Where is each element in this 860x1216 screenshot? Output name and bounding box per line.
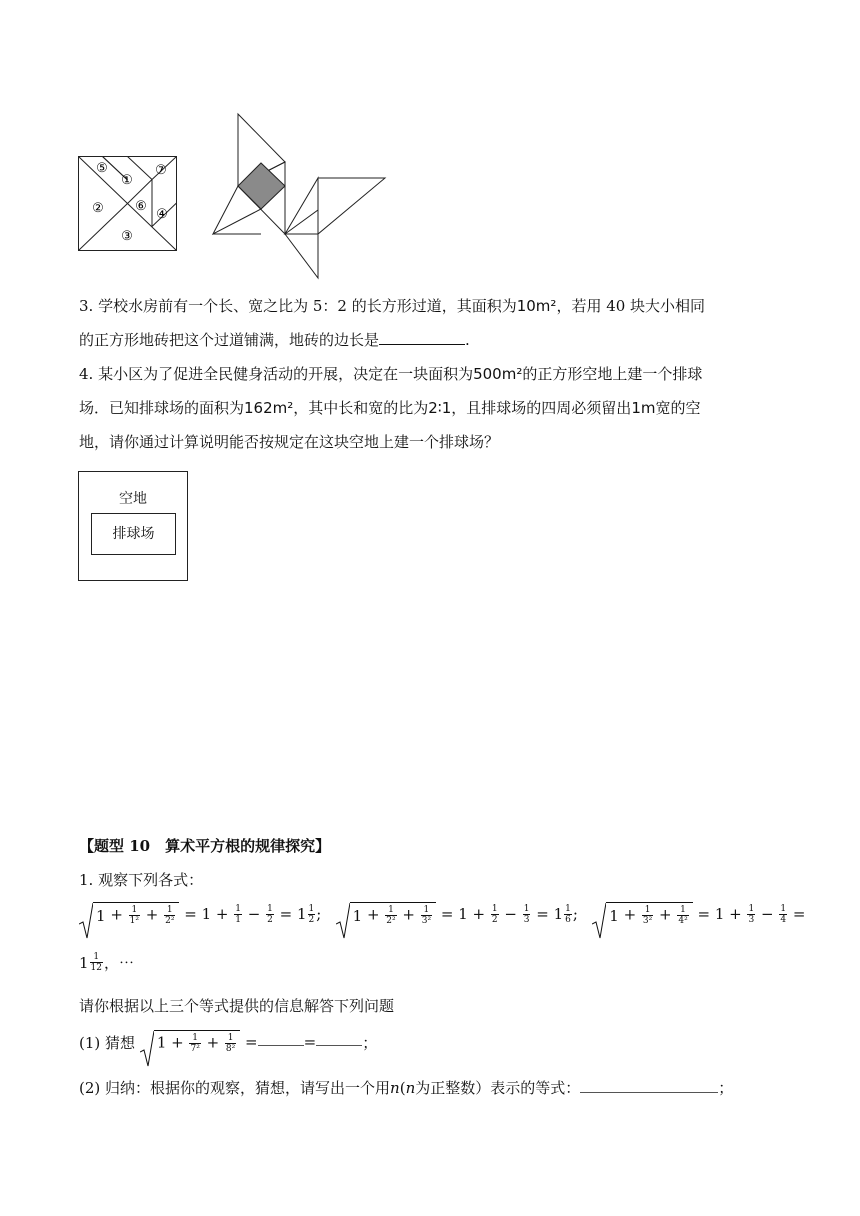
eq3-frac-c-den: 3: [748, 914, 755, 925]
eq1-one: 1: [96, 906, 106, 925]
eq3-frac-c: [747, 904, 755, 925]
eq3-result-num: 1: [90, 952, 103, 963]
eq3-frac-d: [779, 904, 787, 925]
eq2-frac-c: [491, 904, 499, 925]
eq3-frac-d-den: 4: [780, 914, 787, 925]
tangram-label-4: ④: [156, 207, 168, 222]
eq1-equals-a: = 1 +: [184, 905, 229, 923]
eq1-minus: −: [247, 905, 261, 923]
guess-frac-a-den: 7²: [190, 1044, 200, 1054]
part-2-var-2: n: [405, 1079, 416, 1097]
q4-text-d: ，其中长和宽的比为: [293, 399, 429, 417]
q4-text-c: 场．已知排球场的面积为: [79, 399, 245, 417]
eq3-one: 1: [609, 906, 619, 925]
eq3-result-int: 1: [79, 953, 89, 972]
eq2-one: 1: [352, 906, 363, 925]
question-4-line-2: [79, 398, 700, 418]
part-2-semicolon: ；: [718, 1079, 734, 1097]
eq1-result-num: 1: [308, 903, 315, 914]
q4-text-f: 宽的空: [655, 399, 701, 417]
tangram-label-6: ⑥: [135, 199, 147, 214]
q4-gap: 1m: [631, 399, 656, 417]
eq2-result-frac: [564, 904, 572, 925]
open-space-label: 空地: [119, 491, 147, 507]
tangram-label-5: ⑤: [96, 161, 108, 176]
sqrt-expression-1: 1 + $\frac{1}{\text{1²}}$ + $\frac{1}{\text{2²}}$: [79, 902, 179, 926]
part-1-label: (1) 猜想: [79, 1033, 136, 1052]
eq1-result: = 1: [279, 905, 307, 923]
eq2-frac-c-num: 1: [491, 903, 498, 914]
tangram-label-3: ③: [121, 229, 133, 244]
guess-frac-a-num: 1: [189, 1033, 200, 1044]
tangram-butterfly-figure: [210, 112, 390, 280]
sqrt-expression-3: 1 + $\frac{1}{\text{3²}}$ + $\frac{1}{\text{4²}}$: [592, 902, 692, 926]
eq2-frac-d-num: 1: [523, 903, 530, 914]
eq2-minus: −: [504, 905, 517, 923]
part-2-var: n: [390, 1079, 400, 1097]
equation-row-2: [79, 952, 134, 973]
q4-court-area: 162m²: [244, 399, 294, 417]
eq2-frac-d: [523, 904, 531, 925]
guess-blank-1[interactable]: [258, 1031, 304, 1046]
eq2-equals-a: = 1 +: [440, 905, 486, 923]
question-4-line-3: [79, 432, 499, 452]
eq1-frac-c-den: 1: [235, 914, 241, 925]
eq3-frac-c-num: 1: [748, 903, 755, 914]
sqrt-expression-guess: 1 + $\frac{1}{\text{7²}}$ + $\frac{1}{\text{8²}}$: [140, 1030, 240, 1054]
q4-text-a: 4. 某小区为了促进全民健身活动的开展，决定在一块面积为: [79, 365, 474, 383]
eq1-result-frac: [308, 904, 316, 925]
part-2-paren: (: [399, 1079, 406, 1097]
s1-intro: 1. 观察下列各式：: [79, 871, 204, 889]
tangram-label-7: ⑦: [155, 163, 167, 178]
q4-ratio: 2∶1: [428, 399, 452, 417]
eq3-equals-b: =: [792, 905, 806, 923]
instruction-text: 请你根据以上三个等式提供的信息解答下列问题: [79, 997, 395, 1015]
eq1-result-den: 2: [308, 914, 315, 925]
eq3-frac-a-num: 1: [642, 905, 653, 916]
eq1-frac-a: [129, 905, 140, 926]
eq3-frac-b: [677, 905, 688, 926]
tangram-label-1: ①: [121, 173, 133, 188]
eq1-frac-c-num: 1: [235, 903, 241, 914]
q3-text-a: 3. 学校水房前有一个长、宽之比为 5：2 的长方形过道，其面积为: [79, 297, 517, 315]
guess-semicolon: ；: [362, 1033, 378, 1052]
eq1-frac-d-num: 1: [267, 903, 273, 914]
eq2-sep: ;: [572, 905, 578, 923]
part-1-row: [79, 1030, 377, 1054]
equation-row-1: [79, 902, 805, 942]
eq3-minus: −: [761, 905, 774, 923]
eq1-frac-c: [234, 904, 242, 925]
question-3-line-2: [79, 330, 470, 350]
eq3-frac-b-num: 1: [677, 905, 688, 916]
eq1-sep: ;: [316, 905, 322, 923]
q3-text-c: 的正方形地砖把这个过道铺满，地砖的边长是: [79, 331, 380, 349]
question-3-line-1: [79, 296, 705, 316]
part-2-answer-blank[interactable]: [580, 1078, 718, 1093]
guess-blank-2[interactable]: [316, 1031, 362, 1046]
eq1-frac-d-den: 2: [267, 914, 273, 925]
eq3-equals-a: = 1 +: [697, 905, 742, 923]
volleyball-court-label: 排球场: [112, 526, 155, 542]
eq2-frac-a-den: 2²: [386, 916, 396, 926]
eq3-frac-a-den: 3²: [642, 916, 653, 926]
q4-text-e: ，且排球场的四周必须留出: [451, 399, 632, 417]
open-space-figure: [78, 471, 188, 581]
ellipsis: ，⋯: [104, 954, 135, 972]
sqrt-expression-2: 1 + $\frac{1}{\text{2²}}$ + $\frac{1}{\text{3²}}$: [336, 902, 436, 926]
part-2-text-b: 为正整数）表示的等式：: [415, 1079, 581, 1097]
eq3-result-den: 12: [90, 963, 102, 973]
q3-text-b: ，若用 40 块大小相同: [556, 297, 706, 315]
guess-frac-b-num: 1: [225, 1033, 236, 1044]
eq3-result-frac: [90, 952, 103, 973]
part-2-row: [79, 1078, 733, 1098]
eq1-frac-b-num: 1: [164, 905, 175, 916]
guess-frac-b-den: 8²: [225, 1044, 236, 1054]
eq2-frac-c-den: 2: [491, 914, 498, 925]
guess-frac-b: [225, 1033, 236, 1054]
eq1-frac-a-num: 1: [129, 905, 140, 916]
question-4-line-1: [79, 364, 702, 384]
part-2-text: (2) 归纳：根据你的观察，猜想，请写出一个用: [79, 1079, 391, 1097]
q4-text-b: 的正方形空地上建一个排球: [522, 365, 703, 383]
guess-equals-2: =: [303, 1033, 317, 1051]
q3-period: .: [465, 331, 470, 349]
section-title: 【题型 10 算术平方根的规律探究】: [79, 837, 331, 855]
eq2-result-den: 6: [565, 914, 571, 925]
eq3-frac-a: [642, 905, 653, 926]
eq2-frac-b-num: 1: [421, 905, 432, 916]
tangram-square-figure: [78, 156, 178, 252]
eq1-frac-a-den: 1²: [129, 916, 139, 926]
eq2-result-num: 1: [565, 903, 571, 914]
eq3-frac-d-num: 1: [780, 903, 787, 914]
eq2-result: = 1: [536, 905, 564, 923]
eq3-frac-b-den: 4²: [678, 916, 688, 926]
guess-frac-a: [189, 1033, 200, 1054]
eq2-frac-d-den: 3: [523, 914, 530, 925]
eq1-frac-b: [164, 905, 175, 926]
q3-answer-blank[interactable]: [379, 330, 465, 345]
eq1-frac-b-den: 2²: [165, 916, 175, 926]
q3-area: 10m²: [516, 297, 557, 315]
eq2-frac-b-den: 3²: [421, 916, 432, 926]
eq2-frac-a: [385, 905, 396, 926]
q4-area: 500m²: [473, 365, 523, 383]
q4-text-g: 地，请你通过计算说明能否按规定在这块空地上建一个排球场？: [79, 433, 500, 451]
volleyball-court-box: [91, 513, 176, 555]
guess-equals-1: =: [245, 1033, 258, 1051]
tangram-label-2: ②: [92, 201, 104, 216]
eq1-frac-d: [266, 904, 274, 925]
eq2-frac-b: [421, 905, 432, 926]
eq2-frac-a-num: 1: [385, 905, 396, 916]
